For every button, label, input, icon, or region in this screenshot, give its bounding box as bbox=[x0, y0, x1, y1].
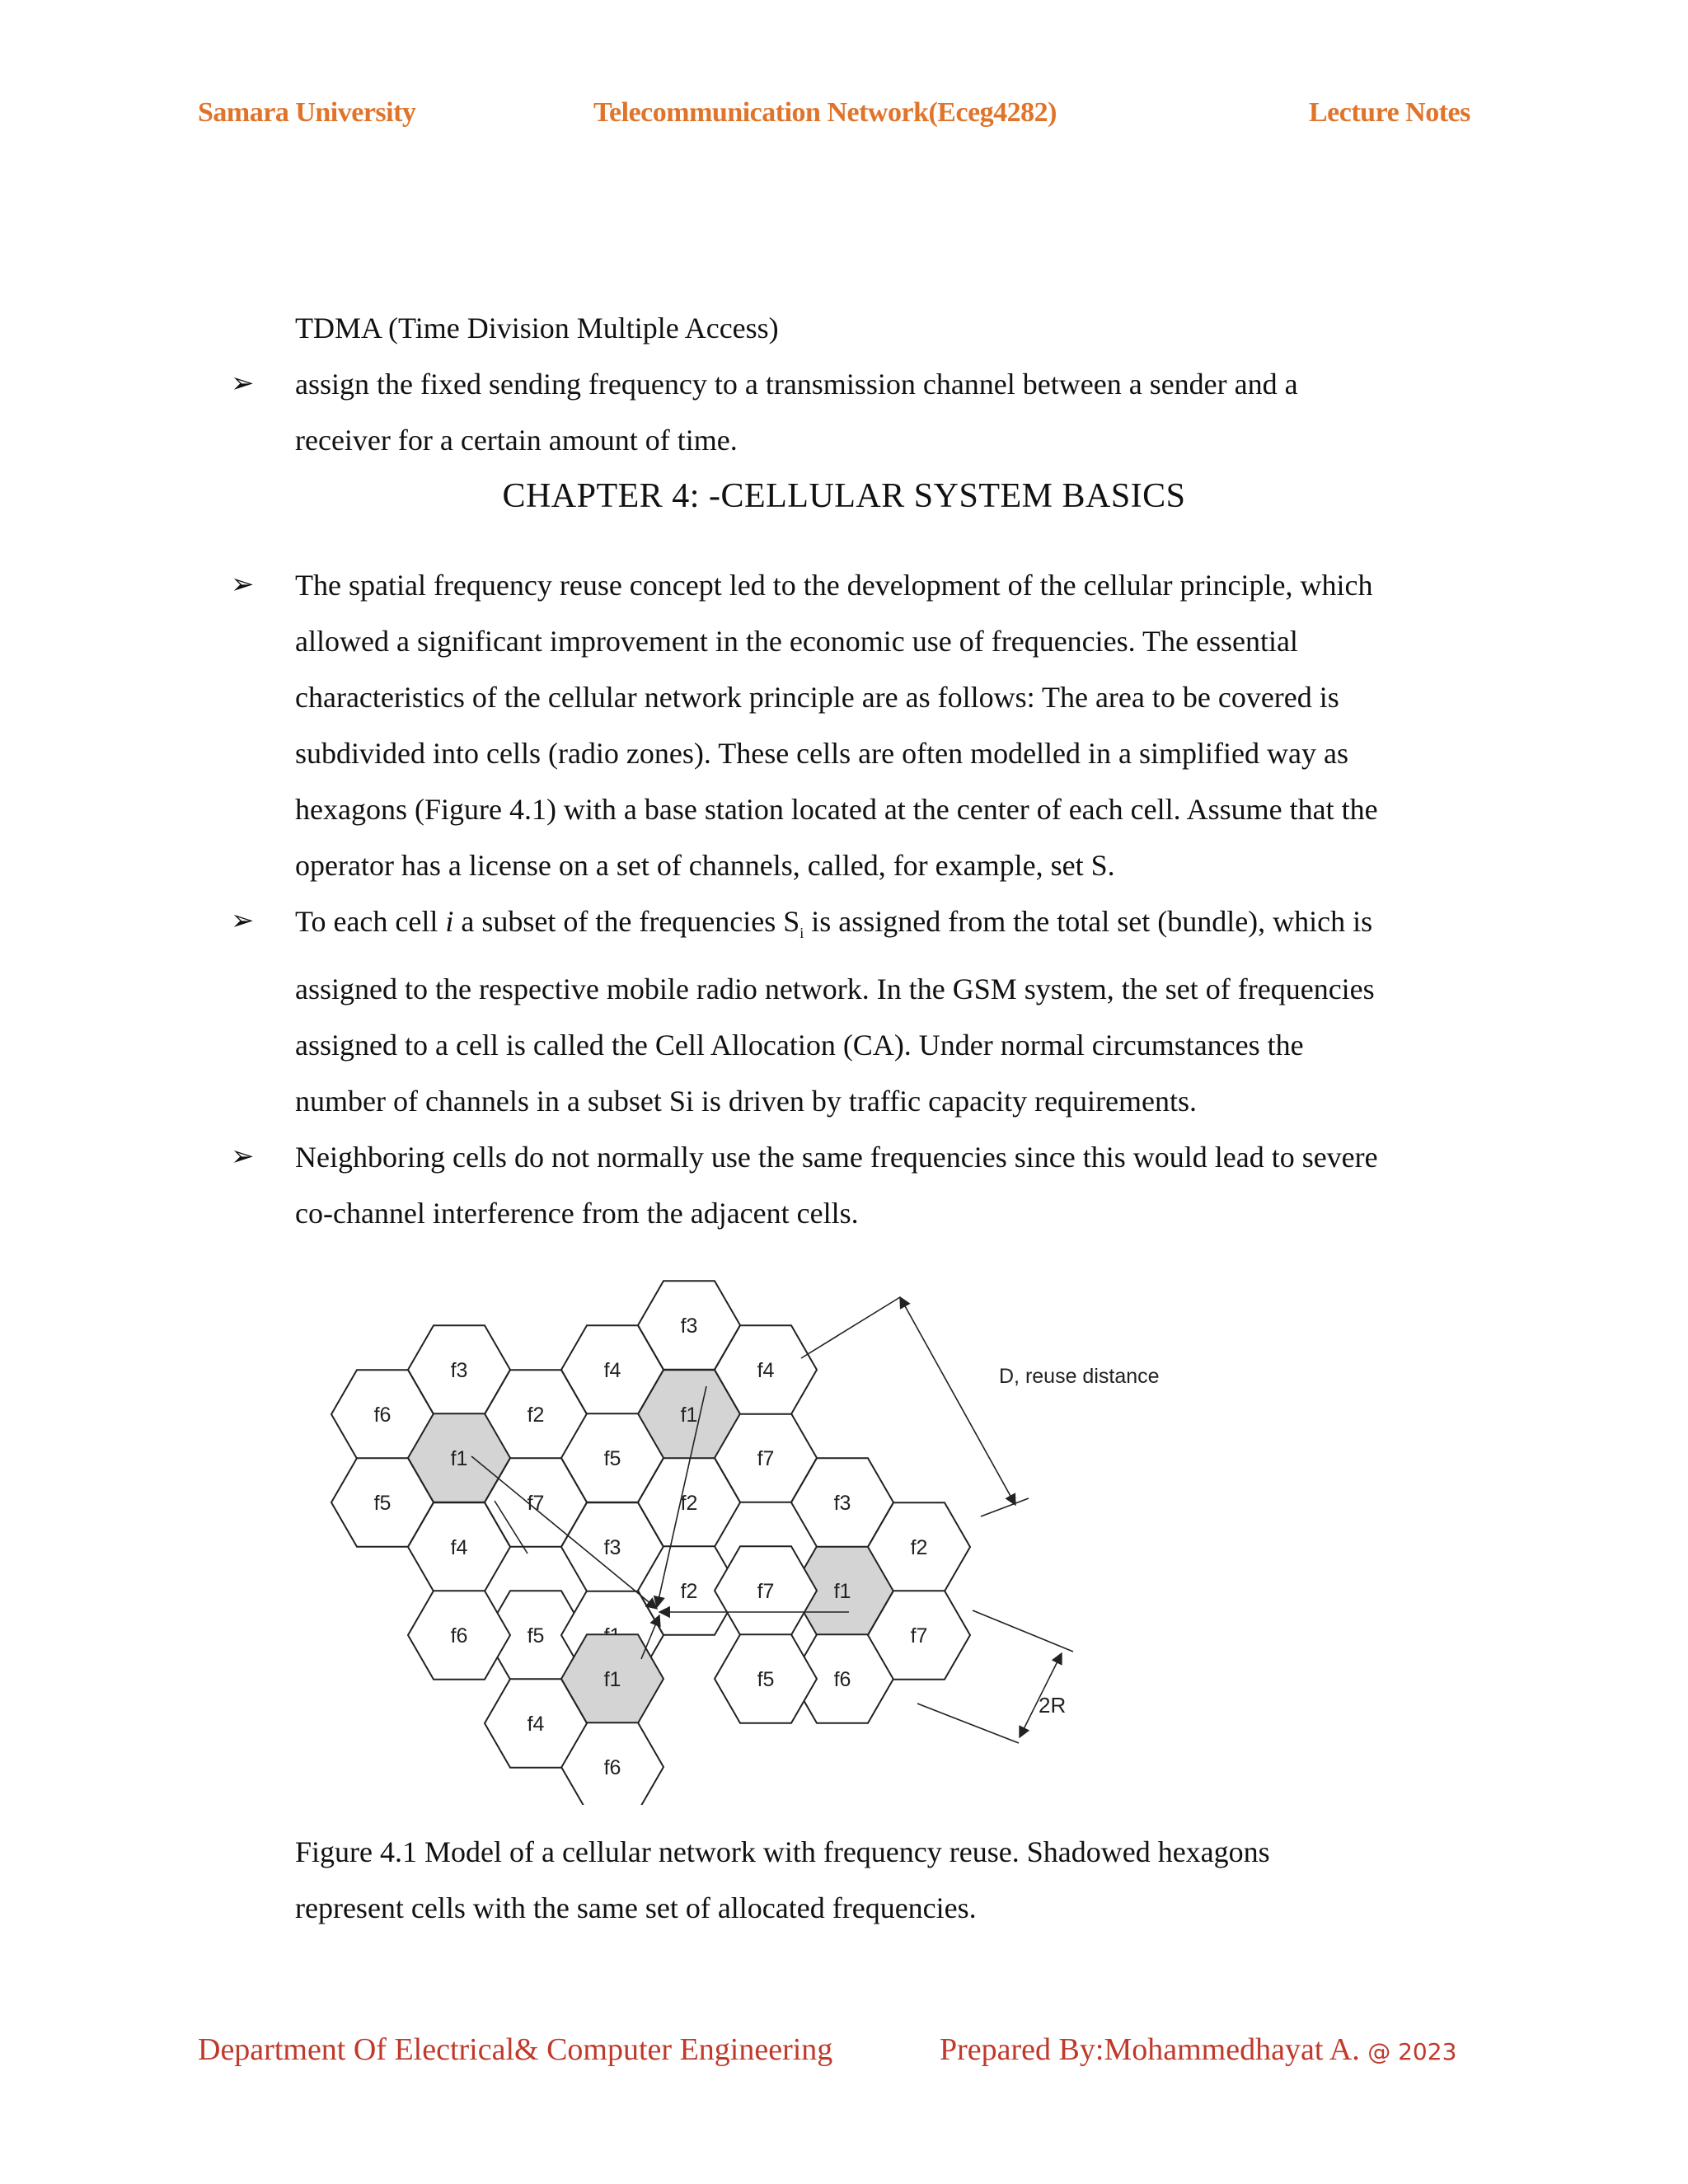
bullet-arrow-icon: ➢ bbox=[231, 906, 255, 936]
hexagon-cells bbox=[331, 1281, 970, 1805]
bullet-item bbox=[231, 557, 1482, 893]
chapter-title: CHAPTER 4: -CELLULAR SYSTEM BASICS bbox=[502, 477, 1186, 515]
cell-frequency-label: f7 bbox=[757, 1447, 775, 1470]
cell-frequency-label: f4 bbox=[450, 1536, 468, 1559]
cell-frequency-label: f1 bbox=[680, 1404, 698, 1427]
reuse-distance-label: D, reuse distance bbox=[999, 1365, 1160, 1388]
hexagon-figure bbox=[330, 1261, 1203, 1805]
cell-frequency-label: f4 bbox=[527, 1713, 545, 1736]
tdma-bullet bbox=[231, 356, 1482, 468]
bullet-line: allowed a significant improvement in the economic use of frequencies. The essential bbox=[295, 625, 1298, 658]
cell-frequency-label: f2 bbox=[680, 1580, 698, 1603]
bullet-line bbox=[295, 893, 1482, 961]
cell-frequency-label: f4 bbox=[603, 1359, 621, 1382]
bullet-arrow-icon: ➢ bbox=[231, 368, 255, 399]
cell-frequency-label: f5 bbox=[603, 1447, 621, 1470]
bullet-text: a subset of the frequencies S bbox=[453, 905, 800, 938]
bullet-line: hexagons (Figure 4.1) with a base station located at the center of each cell. Assume that the bbox=[295, 793, 1378, 826]
bullet-line: The spatial frequency reuse concept led to the development of the cellular principle, which bbox=[295, 569, 1373, 602]
bullet-arrow-icon: ➢ bbox=[231, 1141, 255, 1173]
bullet-text: is assigned from the total set (bundle), which is bbox=[804, 905, 1373, 938]
cell-frequency-label: f5 bbox=[373, 1492, 392, 1515]
cell-frequency-label: f1 bbox=[603, 1668, 621, 1691]
bullet-line: subdivided into cells (radio zones). These cells are often modelled in a simplified way as bbox=[295, 737, 1348, 770]
cell-frequency-label: f3 bbox=[450, 1359, 468, 1382]
cell-frequency-label: f2 bbox=[910, 1536, 928, 1559]
bullet-line: assigned to a cell is called the Cell Allocation (CA). Under normal circumstances the bbox=[295, 1029, 1304, 1062]
cell-frequency-label: f2 bbox=[680, 1492, 698, 1515]
caption-line: represent cells with the same set of allocated frequencies. bbox=[295, 1891, 977, 1924]
cell-frequency-label: f4 bbox=[757, 1359, 775, 1382]
header-course: Telecommunication Network(Eceg4282) bbox=[593, 97, 1057, 128]
cell-frequency-label: f2 bbox=[527, 1404, 545, 1427]
tdma-bullet-line: assign the fixed sending frequency to a transmission channel between a sender and a bbox=[295, 368, 1298, 401]
cell-frequency-label: f3 bbox=[680, 1315, 698, 1338]
bullet-line: co-channel interference from the adjacent cells. bbox=[295, 1197, 859, 1230]
cell-frequency-label: f3 bbox=[603, 1536, 621, 1559]
cell-frequency-label: f6 bbox=[450, 1624, 468, 1647]
figure-caption bbox=[295, 1824, 1482, 1936]
caption-line: Figure 4.1 Model of a cellular network with frequency reuse. Shadowed hexagons bbox=[295, 1835, 1270, 1868]
footer-year: @ 2023 bbox=[1367, 2038, 1457, 2065]
cell-frequency-label: f5 bbox=[527, 1624, 545, 1647]
header-university: Samara University bbox=[198, 97, 416, 128]
footer-prepared bbox=[940, 2032, 1456, 2068]
tdma-section bbox=[231, 300, 1482, 468]
bullet-item bbox=[231, 1129, 1482, 1241]
bullet-line: characteristics of the cellular network principle are as follows: The area to be covered is bbox=[295, 681, 1339, 714]
footer-department: Department Of Electrical& Computer Engineering bbox=[198, 2032, 833, 2067]
cell-frequency-label: f6 bbox=[603, 1756, 621, 1779]
bullet-arrow-icon: ➢ bbox=[231, 569, 255, 600]
cell-frequency-label: f1 bbox=[833, 1580, 851, 1603]
cell-frequency-label: f3 bbox=[833, 1492, 851, 1515]
bullet-line: Neighboring cells do not normally use the same frequencies since this would lead to severe bbox=[295, 1141, 1378, 1174]
bullet-subscript: i bbox=[799, 925, 804, 942]
cell-frequency-label: f7 bbox=[910, 1624, 928, 1647]
tdma-title: TDMA (Time Division Multiple Access) bbox=[295, 312, 779, 344]
radius-label: 2R bbox=[1039, 1693, 1067, 1718]
bullet-text: To each cell bbox=[295, 905, 446, 938]
tdma-bullet-line: receiver for a certain amount of time. bbox=[295, 424, 738, 457]
bullet-line: assigned to the respective mobile radio network. In the GSM system, the set of frequencies bbox=[295, 972, 1375, 1006]
cell-frequency-label: f5 bbox=[757, 1668, 775, 1691]
bullet-italic-i: i bbox=[445, 905, 454, 938]
cell-frequency-label: f7 bbox=[527, 1492, 545, 1515]
bullet-line: operator has a license on a set of channels, called, for example, set S. bbox=[295, 849, 1115, 882]
cell-frequency-label: f1 bbox=[450, 1447, 468, 1470]
bullet-line: number of channels in a subset Si is driven by traffic capacity requirements. bbox=[295, 1085, 1198, 1118]
cell-frequency-label: f6 bbox=[833, 1668, 851, 1691]
cell-frequency-label: f6 bbox=[373, 1404, 392, 1427]
footer-author: Prepared By:Mohammedhayat A. bbox=[940, 2032, 1360, 2067]
cell-frequency-label: f7 bbox=[757, 1580, 775, 1603]
header-doc-type: Lecture Notes bbox=[1309, 97, 1470, 128]
bullet-item bbox=[231, 893, 1482, 1129]
cell-diagram-svg bbox=[330, 1261, 1203, 1805]
bullet-list bbox=[231, 557, 1482, 1241]
